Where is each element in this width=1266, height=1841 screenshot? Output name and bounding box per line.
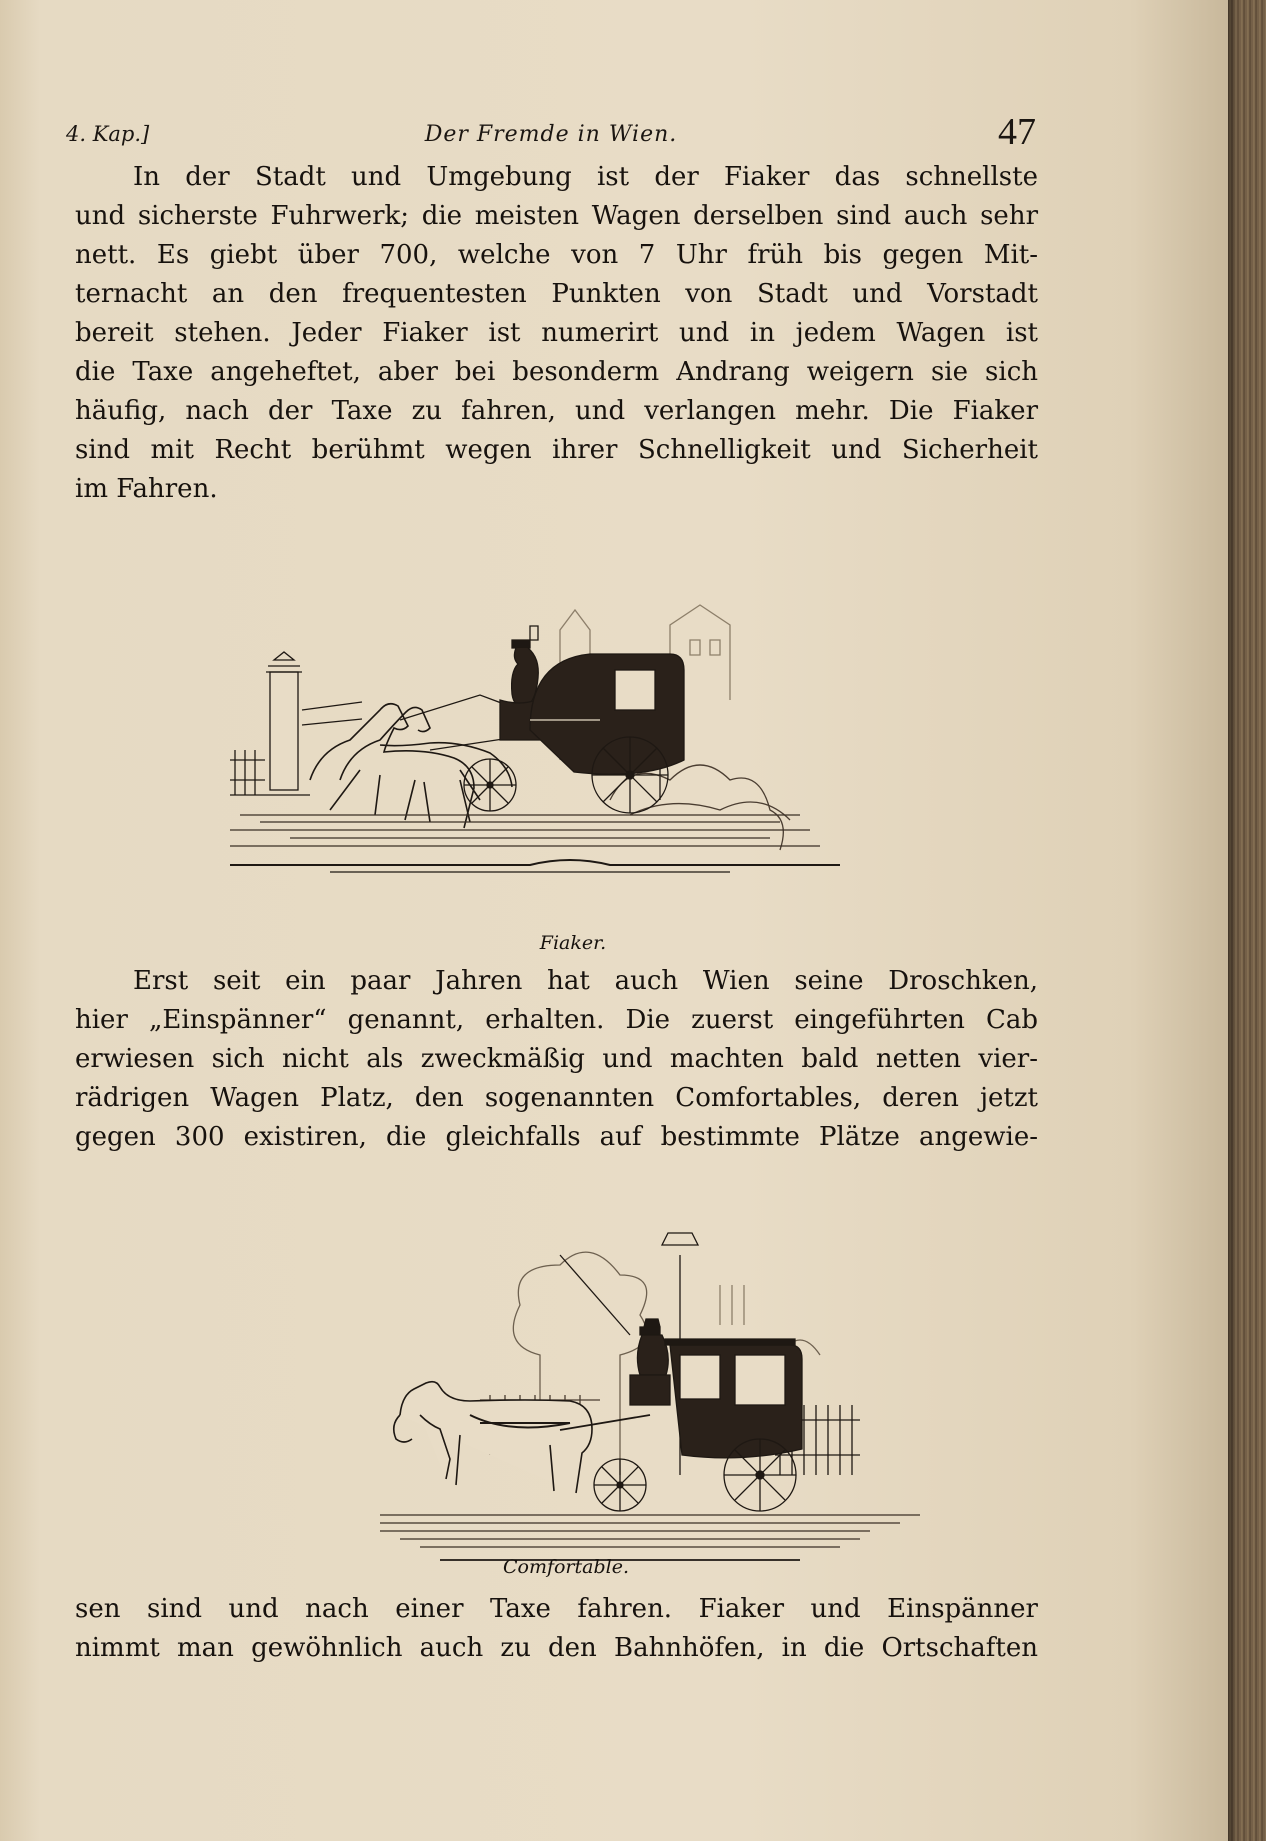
text-line: nett. Es giebt über 700, welche von 7 Uhr früh bis gegen Mit-	[75, 240, 1038, 270]
text-line: und sicherste Fuhrwerk; die meisten Wagen derselben sind auch sehr	[75, 201, 1038, 231]
paragraph-continued	[75, 1590, 1038, 1668]
text-line: die Taxe angeheftet, aber bei besonderm Andrang weigern sie sich	[75, 357, 1038, 387]
text-line: häufig, nach der Taxe zu fahren, und verlangen mehr. Die Fiaker	[75, 396, 1038, 426]
chapter-label: 4. Kap.]	[66, 122, 150, 146]
text-line: ternacht an den frequentesten Punkten von Stadt und Vorstadt	[75, 279, 1038, 309]
horse-carriage-engraving-icon	[230, 600, 930, 930]
text-line: gegen 300 existiren, die gleichfalls auf bestimmte Plätze angewie-	[75, 1122, 1038, 1152]
text-line: im Fahren.	[75, 474, 218, 504]
paragraph-fiaker	[75, 158, 1038, 509]
book-fore-edge	[1228, 0, 1266, 1841]
comfortable-illustration	[380, 1215, 1000, 1565]
one-horse-cab-engraving-icon	[380, 1215, 1000, 1565]
text-line: erwiesen sich nicht als zweckmäßig und machten bald netten vier-	[75, 1044, 1038, 1074]
text-line: bereit stehen. Jeder Fiaker ist numerirt und in jedem Wagen ist	[75, 318, 1038, 348]
text-line: sind mit Recht berühmt wegen ihrer Schnelligkeit und Sicherheit	[75, 435, 1038, 465]
paragraph-einspaenner	[75, 962, 1038, 1157]
running-title: Der Fremde in Wien.	[424, 122, 678, 147]
text-line: sen sind und nach einer Taxe fahren. Fiaker und Einspänner	[75, 1594, 1038, 1624]
text-line: hier „Einspänner“ genannt, erhalten. Die zuerst eingeführten Cab	[75, 1005, 1038, 1035]
text-line: Erst seit ein paar Jahren hat auch Wien seine Droschken,	[133, 966, 1038, 996]
fiaker-illustration	[230, 600, 930, 930]
text-line: rädrigen Wagen Platz, den sogenannten Comfortables, deren jetzt	[75, 1083, 1038, 1113]
text-line: In der Stadt und Umgebung ist der Fiaker das schnellste	[133, 162, 1038, 192]
running-header	[66, 110, 1036, 160]
page-number: 47	[998, 111, 1036, 153]
gutter-shadow	[1228, 0, 1238, 1841]
text-line: nimmt man gewöhnlich auch zu den Bahnhöfen, in die Ortschaften	[75, 1633, 1038, 1663]
figure-caption-fiaker: Fiaker.	[539, 932, 607, 954]
figure-caption-comfortable: Comfortable.	[502, 1556, 630, 1578]
